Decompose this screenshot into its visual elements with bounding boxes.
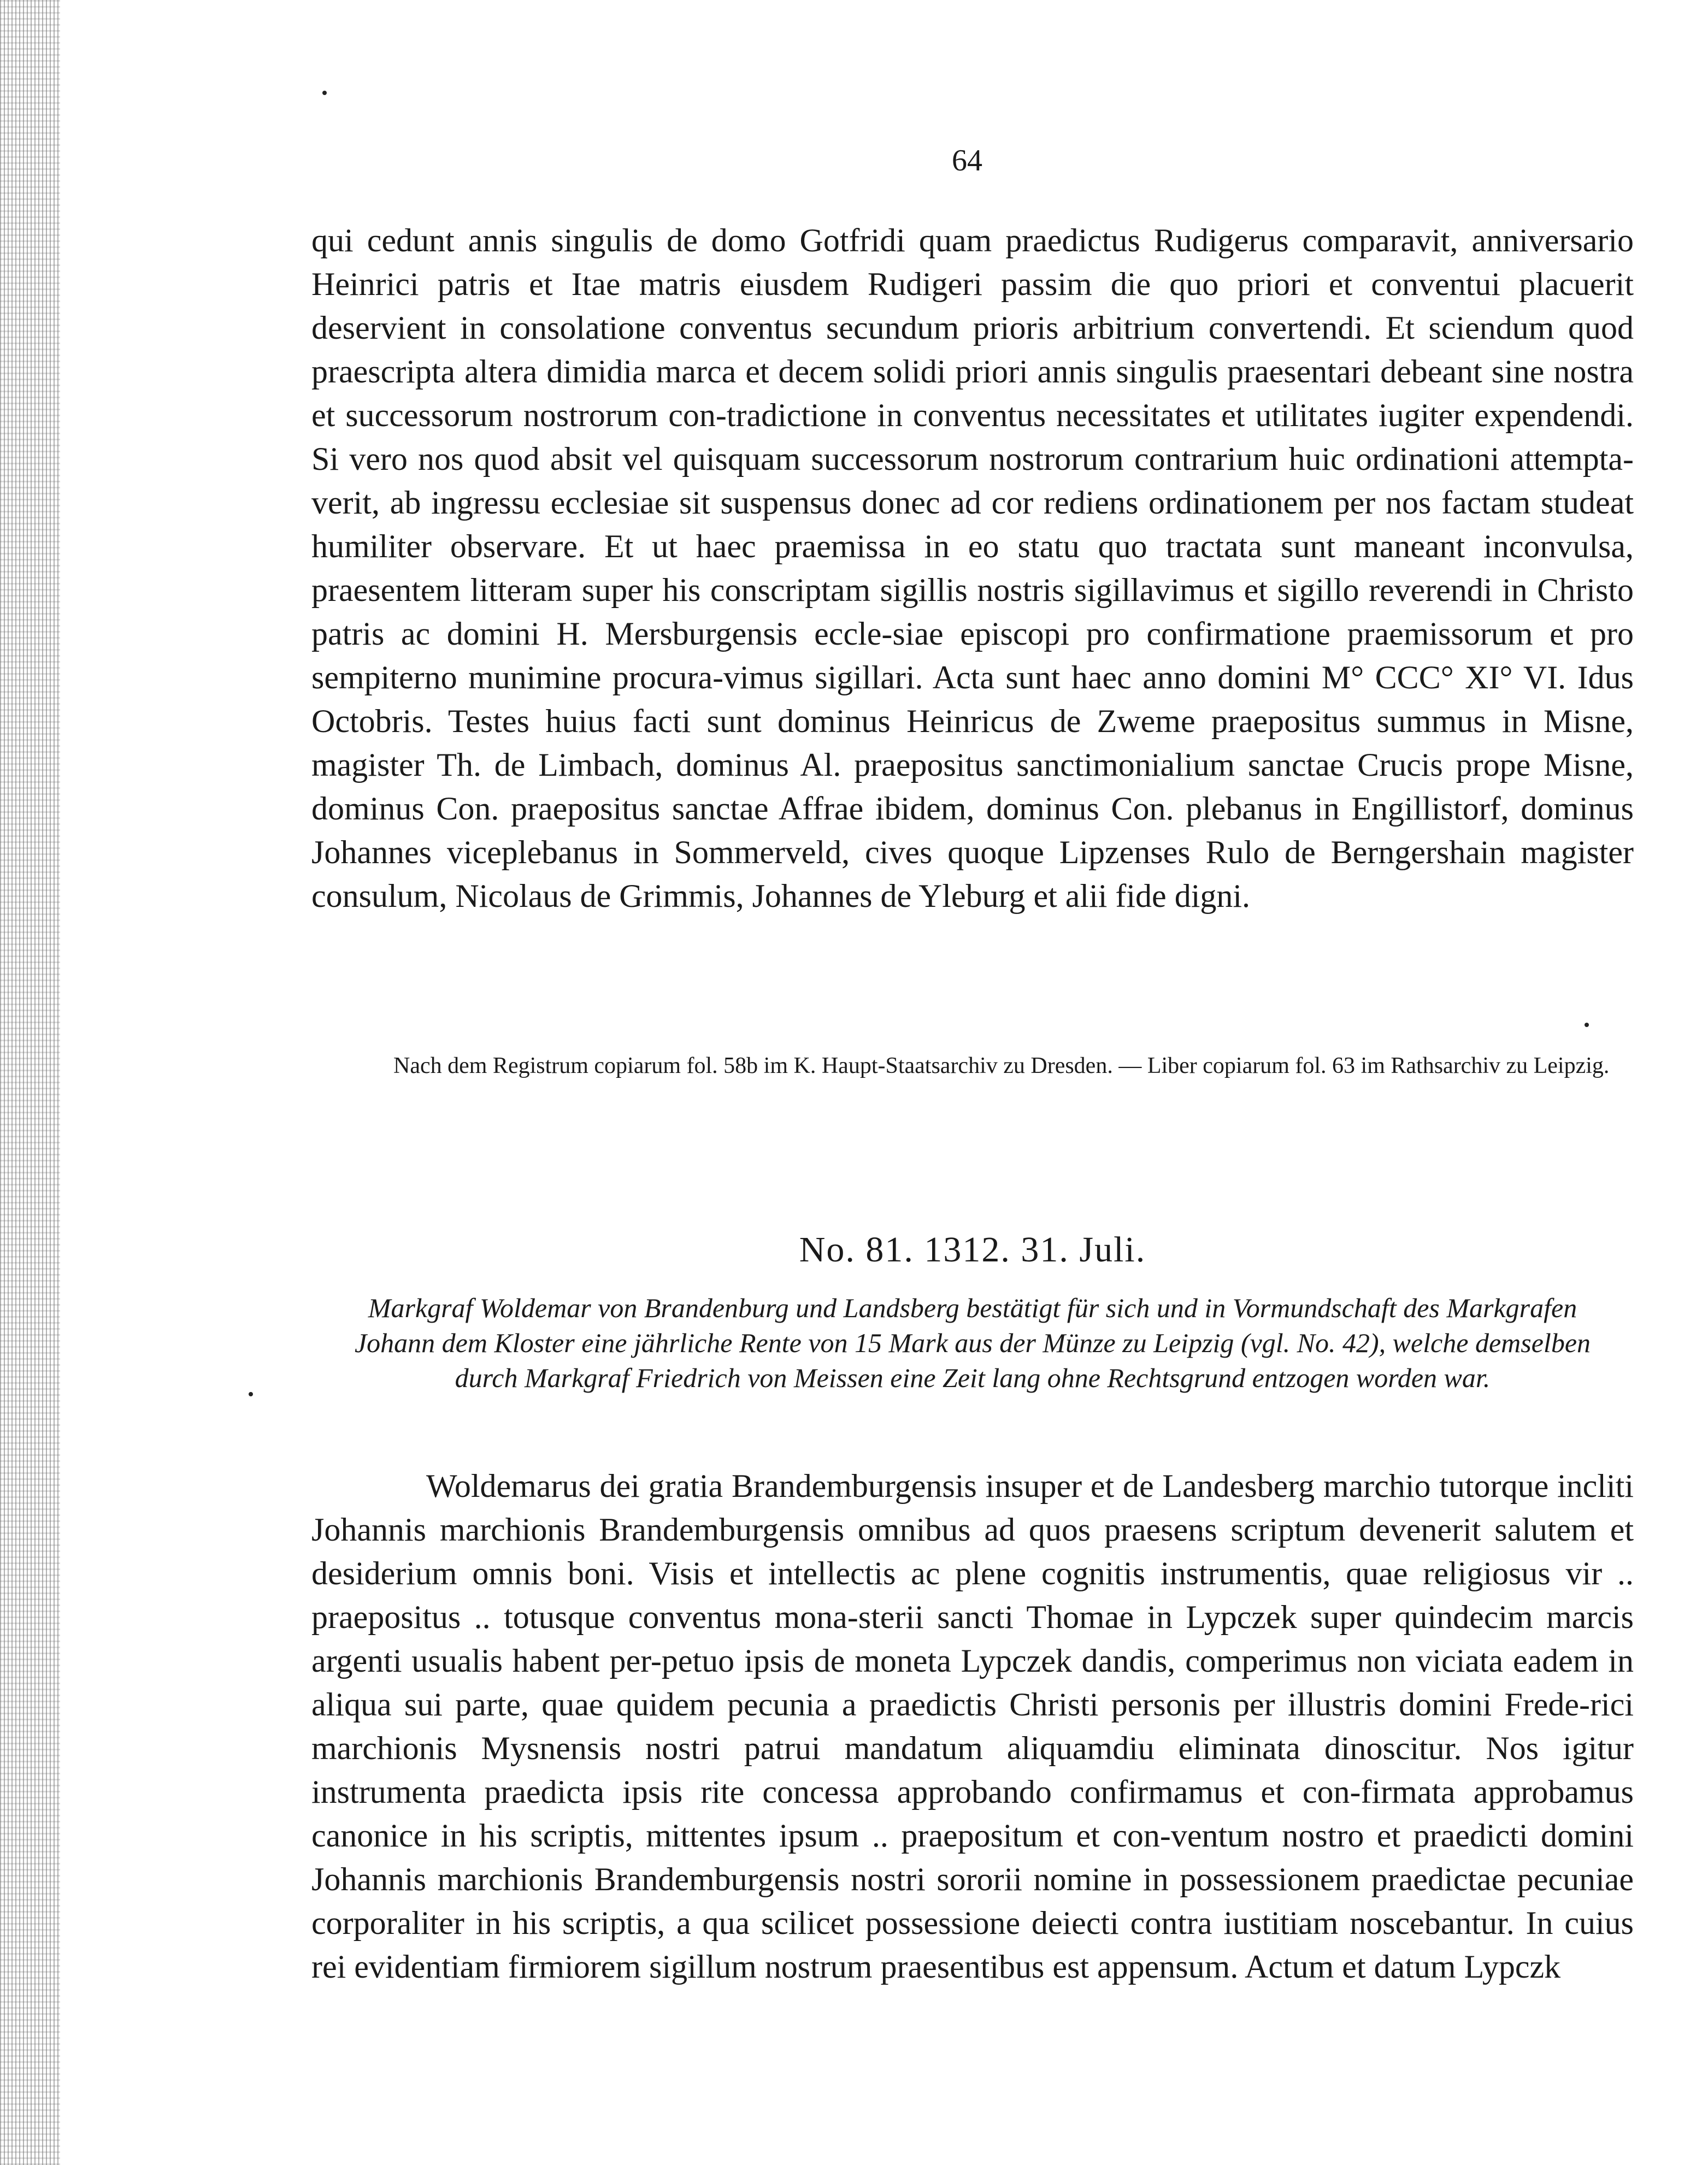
stray-ink-mark (1585, 1023, 1589, 1027)
stray-ink-mark (322, 91, 327, 95)
document-regest: Markgraf Woldemar von Brandenburg und Landsberg bestätigt für sich und in Vormundschaft des Markgrafen Johann dem Kloster eine jährliche Rente von 15 Mark aus der Münze zu Leipzig (vgl. No. 42), welche demselben durch Markgraf Friedrich von Meissen eine Zeit lang ohne Rechtsgrund entzogen worden war. (354, 1293, 1591, 1393)
continuation-paragraph: qui cedunt annis singulis de domo Gotfridi quam praedictus Rudigerus comparavit, anniversario Heinrici patris et Itae matris eiusdem Rudigeri passim die quo priori et conventui placuerit deservient in consolatione conventus secundum prioris arbitrium convertendi. Et sciendum quod praescripta altera dimidia marca et decem solidi priori annis singulis praesentari debeant sine nostra et successorum nostrorum con-tradictione in conventus necessitates et utilitates iugiter expendendi. Si vero nos quod absit vel quisquam successorum nostrorum contrarium huic ordinationi attempta-verit, ab ingressu ecclesiae sit suspensus donec ad cor rediens ordinationem per nos factam studeat humiliter observare. Et ut haec praemissa in eo statu quo tractata sunt maneant inconvulsa, praesentem litteram super his conscriptam sigillis nostris sigillavimus et sigillo reverendi in Christo patris ac domini H. Mersburgensis eccle-siae episcopi pro confirmatione praemissorum et pro sempiterno munimine procura-vimus sigillari. Acta sunt haec anno domini M° CCC° XI° VI. Idus Octobris. Testes huius facti sunt dominus Heinricus de Zweme praepositus summus in Misne, magister Th. de Limbach, dominus Al. praepositus sanctimonialium sanctae Crucis prope Misne, dominus Con. praepositus sanctae Affrae ibidem, dominus Con. plebanus in Engillistorf, dominus Johannes viceplebanus in Sommerveld, cives quoque Lipzenses Rulo de Berngershain magister consulum, Nicolaus de Grimmis, Johannes de Yleburg et alii fide digni. (311, 222, 1634, 914)
scan-binding-edge (0, 0, 60, 2165)
stray-ink-mark (249, 1392, 253, 1396)
source-note: Nach dem Registrum copiarum fol. 58b im K. Haupt-Staatsarchiv zu Dresden. — Liber copiarum fol. 63 im Rathsarchiv zu Leipzig. (393, 1053, 1610, 1078)
charter-paragraph: Woldemarus dei gratia Brandemburgensis insuper et de Landesberg marchio tutorque incliti Johannis marchionis Brandemburgensis omnibus ad quos praesens scriptum devenerit salutem et desiderium omnis boni. Visis et intellectis ac plene cognitis instrumentis, quae religiosus vir .. praepositus .. totusque conventus mona-sterii sancti Thomae in Lypczek super quindecim marcis argenti usualis habent per-petuo ipsis de moneta Lypczek dandis, comperimus non viciata eadem in aliqua sui parte, quae quidem pecunia a praedictis Christi personis per illustris domini Frede-rici marchionis Mysnensis nostri patrui mandatum aliquamdiu eliminata dinoscitur. Nos igitur instrumenta praedicta ipsis rite concessa approbando confirmamus et con-firmata approbamus canonice in his scriptis, mittentes ipsum .. praepositum et con-ventum nostro et praedicti domini Johannis marchionis Brandemburgensis nostri sororii nomine in possessionem praedictae pecuniae corporaliter in his scriptis, a qua scilicet possessione deiecti contra iustitiam noscebantur. In cuius rei evidentiam firmiorem sigillum nostrum praesentibus est appensum. Actum et datum Lypczk (311, 1468, 1634, 1985)
page-number: 64 (952, 144, 982, 178)
document-heading: No. 81. 1312. 31. Juli. (799, 1230, 1146, 1270)
